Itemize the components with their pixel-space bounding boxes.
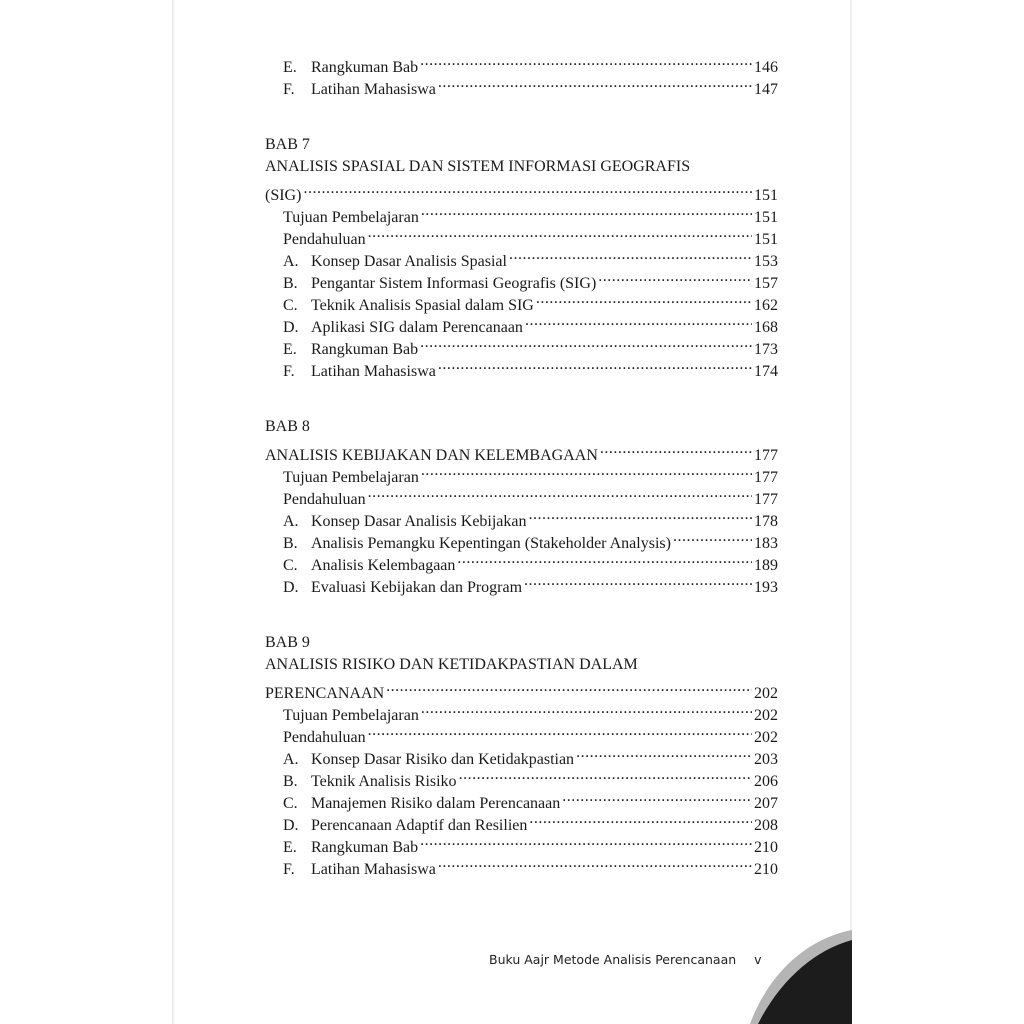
entry-page: 151 [754, 231, 778, 248]
entry-page: 151 [754, 187, 778, 204]
table-of-contents [265, 50, 778, 878]
entry-page: 157 [754, 275, 778, 292]
entry-page: 203 [754, 751, 778, 768]
entry-letter: E. [283, 341, 297, 358]
entry-letter: D. [283, 319, 299, 336]
dot-leader [600, 438, 752, 460]
entry-page: 177 [754, 469, 778, 486]
chapter-title-line: ANALISIS RISIKO DAN KETIDAKPASTIAN DALAM [265, 656, 638, 673]
dot-leader [525, 310, 752, 332]
dot-leader [524, 570, 752, 592]
entry-title: Konsep Dasar Analisis Spasial [311, 253, 507, 270]
entry-page: 183 [754, 535, 778, 552]
entry-page: 177 [754, 491, 778, 508]
dot-leader [386, 676, 752, 698]
dot-leader [459, 764, 752, 786]
entry-page: 210 [754, 839, 778, 856]
entry-letter: C. [283, 557, 298, 574]
entry-letter: B. [283, 535, 298, 552]
dot-leader [576, 742, 752, 764]
entry-title: Teknik Analisis Risiko [311, 773, 457, 790]
entry-letter: F. [283, 861, 295, 878]
entry-letter: A. [283, 513, 299, 530]
entry-title: Latihan Mahasiswa [311, 81, 436, 98]
entry-title: Konsep Dasar Analisis Kebijakan [311, 513, 527, 530]
dot-leader [368, 482, 752, 504]
entry-page: 146 [754, 59, 778, 76]
entry-letter: B. [283, 773, 298, 790]
entry-title: Konsep Dasar Risiko dan Ketidakpastian [311, 751, 575, 768]
entry-title: Latihan Mahasiswa [311, 861, 436, 878]
dot-leader [438, 72, 752, 94]
dot-leader [421, 698, 752, 720]
entry-letter: C. [283, 795, 298, 812]
footer-book-title: Buku Aajr Metode Analisis Perencanaan [489, 952, 737, 967]
chapter-title-last: ANALISIS KEBIJAKAN DAN KELEMBAGAAN [265, 447, 598, 464]
entry-title: Evaluasi Kebijakan dan Program [311, 579, 523, 596]
entry-page: 173 [754, 341, 778, 358]
entry-title: Tujuan Pembelajaran [283, 469, 419, 486]
chapter-6-tail [265, 50, 778, 98]
dot-leader [368, 720, 752, 742]
entry-letter: C. [283, 297, 298, 314]
entry-page: 147 [754, 81, 778, 98]
chapter-title-last: (SIG) [265, 187, 302, 204]
entry-page: 151 [754, 209, 778, 226]
chapter-9 [265, 632, 778, 878]
dot-leader [598, 266, 752, 288]
entry-page: 193 [754, 579, 778, 596]
chapter-7 [265, 134, 778, 380]
entry-title: Pengantar Sistem Informasi Geografis (SIG) [311, 275, 597, 292]
entry-page: 153 [754, 253, 778, 270]
entry-letter: A. [283, 253, 299, 270]
dot-leader [457, 548, 752, 570]
entry-page: 174 [754, 363, 778, 380]
corner-swoosh-decoration [740, 930, 852, 1024]
dot-leader [420, 332, 752, 354]
entry-letter: A. [283, 751, 299, 768]
page-edge-right [850, 0, 852, 1024]
chapter-title-entry[interactable] [265, 178, 778, 204]
toc-entry[interactable] [265, 200, 778, 226]
entry-letter: E. [283, 839, 297, 856]
dot-leader [420, 830, 752, 852]
toc-entry[interactable] [265, 50, 778, 76]
entry-page: 162 [754, 297, 778, 314]
dot-leader [421, 200, 752, 222]
entry-title: Latihan Mahasiswa [311, 363, 436, 380]
chapter-title-last: PERENCANAAN [265, 685, 385, 702]
footer-page-number: v [754, 952, 762, 967]
dot-leader [673, 526, 752, 548]
entry-title: Perencanaan Adaptif dan Resilien [311, 817, 528, 834]
dot-leader [438, 852, 752, 874]
dot-leader [303, 178, 752, 200]
dot-leader [562, 786, 752, 808]
entry-title: Aplikasi SIG dalam Perencanaan [311, 319, 523, 336]
entry-page: 208 [754, 817, 778, 834]
chapter-label: BAB 9 [265, 634, 310, 651]
entry-page: 210 [754, 861, 778, 878]
chapter-title-entry[interactable] [265, 438, 778, 464]
entry-letter: F. [283, 363, 295, 380]
dot-leader [438, 354, 752, 376]
entry-letter: D. [283, 579, 299, 596]
dot-leader [529, 504, 752, 526]
entry-title: Tujuan Pembelajaran [283, 209, 419, 226]
entry-title: Teknik Analisis Spasial dalam SIG [311, 297, 534, 314]
entry-page: 202 [754, 685, 778, 702]
entry-letter: F. [283, 81, 295, 98]
entry-letter: D. [283, 817, 299, 834]
dot-leader [536, 288, 752, 310]
entry-letter: B. [283, 275, 298, 292]
dot-leader [529, 808, 752, 830]
entry-page: 206 [754, 773, 778, 790]
chapter-title-entry[interactable] [265, 676, 778, 702]
entry-page: 189 [754, 557, 778, 574]
chapter-label: BAB 7 [265, 136, 310, 153]
entry-title: Rangkuman Bab [311, 341, 419, 358]
entry-title: Rangkuman Bab [311, 839, 419, 856]
entry-title: Analisis Kelembagaan [311, 557, 456, 574]
dot-leader [421, 460, 752, 482]
entry-page: 177 [754, 447, 778, 464]
dot-leader [509, 244, 752, 266]
entry-title: Pendahuluan [283, 231, 366, 248]
entry-title: Manajemen Risiko dalam Perencanaan [311, 795, 561, 812]
chapter-8 [265, 416, 778, 596]
page-footer [489, 952, 762, 967]
entry-title: Rangkuman Bab [311, 59, 419, 76]
entry-title: Tujuan Pembelajaran [283, 707, 419, 724]
chapter-title-line: ANALISIS SPASIAL DAN SISTEM INFORMASI GEOGRAFIS [265, 158, 691, 175]
entry-page: 202 [754, 707, 778, 724]
entry-title: Pendahuluan [283, 729, 366, 746]
entry-letter: E. [283, 59, 297, 76]
chapter-label: BAB 8 [265, 418, 310, 435]
entry-page: 178 [754, 513, 778, 530]
dot-leader [420, 50, 752, 72]
entry-page: 168 [754, 319, 778, 336]
dot-leader [368, 222, 752, 244]
entry-title: Analisis Pemangku Kepentingan (Stakeholder Analysis) [311, 535, 671, 552]
entry-page: 202 [754, 729, 778, 746]
entry-title: Pendahuluan [283, 491, 366, 508]
page-edge-left [172, 0, 175, 1024]
entry-page: 207 [754, 795, 778, 812]
